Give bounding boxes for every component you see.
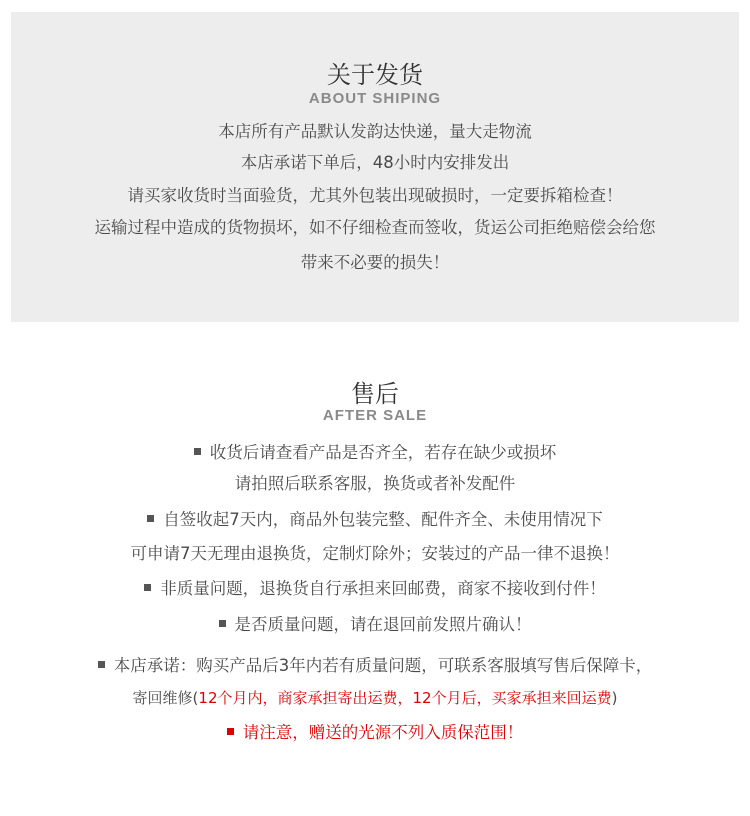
warranty-terms: 12个月内，商家承担寄出运费，12个月后，买家承担来回运费	[198, 689, 612, 707]
shipping-line: 本店承诺下单后，48小时内安排发出	[240, 153, 510, 172]
bullet-icon	[98, 661, 105, 668]
light-source-notice: 请注意，赠送的光源不列入质保范围！	[0, 721, 750, 745]
bullet-icon	[227, 728, 234, 735]
bullet-icon	[219, 620, 226, 627]
after-sale-item: 可申请7天无理由退换货，定制灯除外；安装过的产品一律不退换！	[130, 544, 620, 563]
after-sale-title: 售后	[351, 380, 399, 408]
shipping-title: 关于发货	[327, 61, 423, 89]
shipping-line: 本店所有产品默认发韵达快递，量大走物流	[218, 122, 532, 141]
after-sale-item: 非质量问题，退换货自行承担来回邮费，商家不接收到付件！	[0, 577, 750, 601]
shipping-line: 带来不必要的损失！	[300, 253, 450, 272]
bullet-icon	[194, 448, 201, 455]
shipping-line: 运输过程中造成的货物损坏，如不仔细检查而签收，货运公司拒绝赔偿会给您	[94, 218, 656, 237]
after-sale-item: 收货后请查看产品是否齐全，若存在缺少或损坏	[0, 441, 750, 465]
after-sale-subtitle: AFTER SALE	[322, 407, 428, 424]
bullet-icon	[144, 584, 151, 591]
after-sale-item: 本店承诺：购买产品后3年内若有质量问题，可联系客服填写售后保障卡，	[0, 654, 750, 678]
shipping-line: 请买家收货时当面验货，尤其外包装出现破损时，一定要拆箱检查！	[127, 186, 623, 205]
shipping-subtitle: ABOUT SHIPING	[308, 90, 442, 107]
after-sale-item: 寄回维修(12个月内，商家承担寄出运费，12个月后，买家承担来回运费)	[132, 689, 618, 707]
after-sale-item: 自签收起7天内，商品外包装完整、配件齐全、未使用情况下	[0, 508, 750, 532]
bullet-icon	[147, 515, 154, 522]
after-sale-item: 是否质量问题，请在退回前发照片确认！	[0, 613, 750, 637]
after-sale-item: 请拍照后联系客服，换货或者补发配件	[234, 474, 516, 493]
